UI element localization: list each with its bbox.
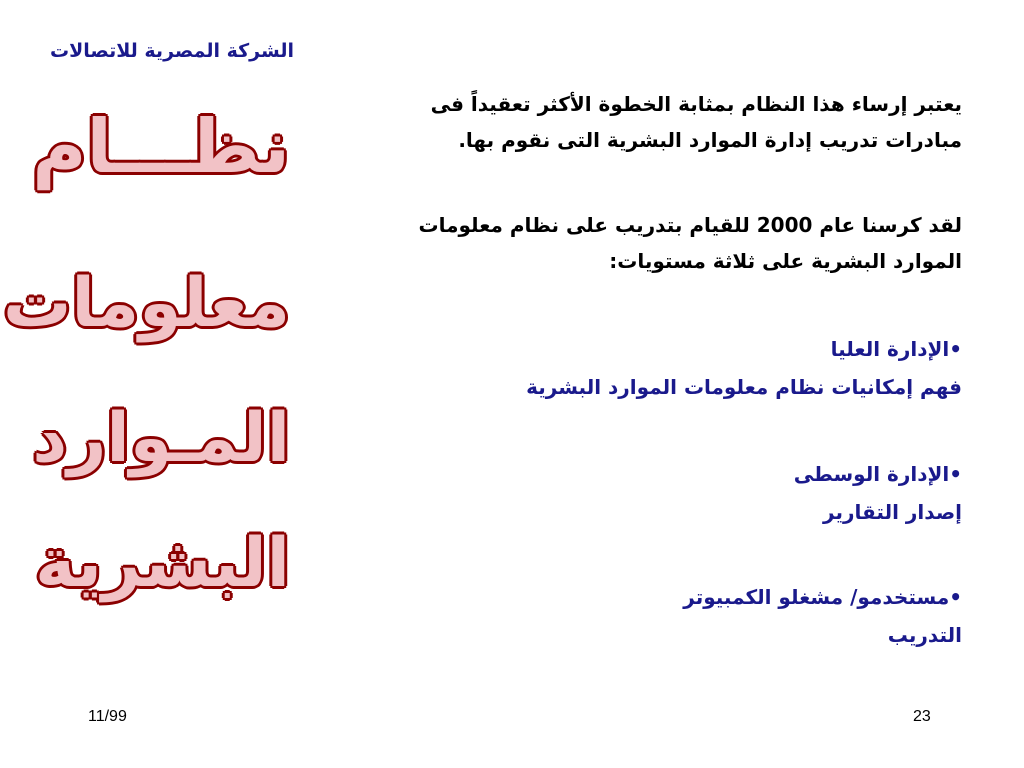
paragraph-levels-line-1: لقد كرسنا عام 2000 للقيام بتدريب على نظام معلومات [418, 213, 962, 237]
title-word-information: معلومات [3, 264, 290, 343]
paragraph-levels-intro [342, 207, 962, 279]
level-detail: إصدار التقارير [823, 500, 962, 524]
paragraph-levels-line-2: الموارد البشرية على ثلاثة مستويات: [609, 249, 962, 273]
company-name: الشركة المصرية للاتصالات [50, 40, 294, 62]
level-title: •الإدارة الوسطى [793, 462, 962, 486]
paragraph-intro [342, 86, 962, 158]
level-title: •مستخدمو/ مشغلو الكمبيوتر [683, 585, 962, 609]
level-detail: فهم إمكانيات نظام معلومات الموارد البشرية [526, 375, 962, 399]
title-word-system: نظـــام [32, 104, 290, 190]
level-top-management [342, 330, 962, 406]
paragraph-intro-line-1: يعتبر إرساء هذا النظام بمثابة الخطوة الأكثر تعقيداً فى [430, 92, 962, 116]
footer-page-number: 23 [913, 708, 931, 725]
level-computer-users [342, 578, 962, 654]
level-title: •الإدارة العليا [830, 337, 962, 361]
level-detail: التدريب [887, 623, 962, 647]
paragraph-intro-line-2: مبادرات تدريب إدارة الموارد البشرية التى نقوم بها. [458, 128, 962, 152]
title-word-resources: المـوارد [32, 399, 290, 478]
level-middle-management [342, 455, 962, 531]
footer-date: 11/99 [88, 708, 127, 725]
title-word-human: البشرية [35, 524, 290, 603]
